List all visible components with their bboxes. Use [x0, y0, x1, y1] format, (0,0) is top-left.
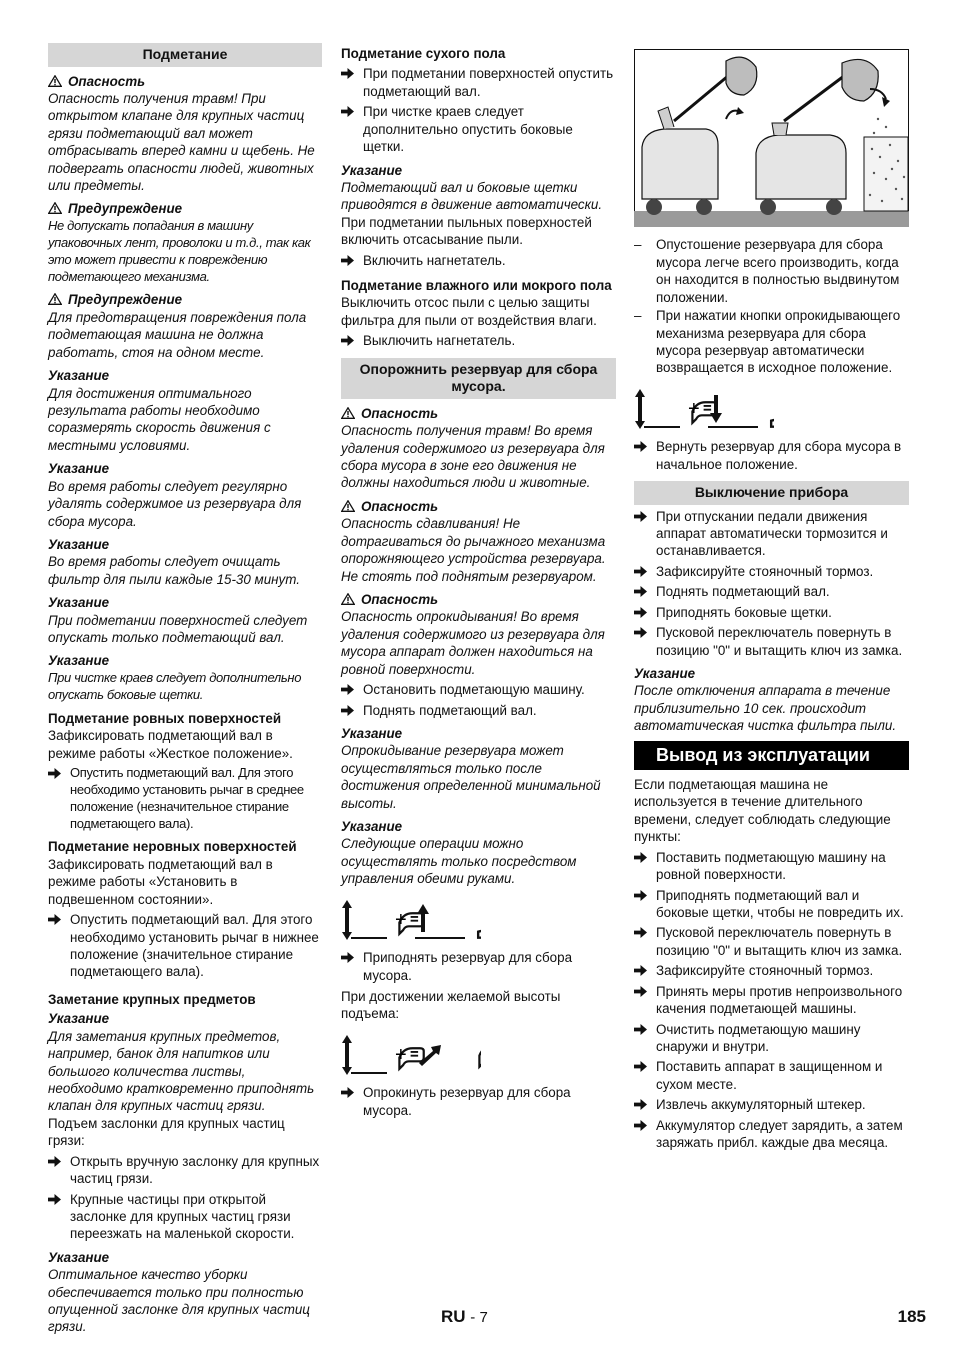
column-right	[634, 43, 909, 1151]
step-item: Опрокинуть резервуар для сбора мусора.	[341, 1084, 616, 1119]
arrow-right-icon	[634, 852, 647, 863]
warning-text: Не допускать попадания в машину упаковочных лент, проволоки и т.д., так как это может привести к повреждению подметающего механизма.	[48, 217, 311, 284]
step-item: Приподнять подметающий вал и боковые щетки, чтобы не повредить их.	[634, 887, 909, 922]
arrow-right-icon	[634, 441, 647, 452]
step-item: Выключить нагнетатель.	[341, 332, 616, 349]
note-label: Указание	[48, 653, 110, 669]
step-item: Остановить подметающую машину.	[341, 681, 616, 698]
dash-item: – Опустошение резервуара для сбора мусора легче всего производить, когда он находится в полностью выдвинутом положении.	[634, 237, 900, 305]
footer-language-page	[441, 1306, 488, 1328]
arrow-right-icon	[634, 1099, 647, 1110]
arrow-right-icon	[341, 684, 354, 695]
section-heading-empty-container: Опорожнить резервуар для сбора мусора.	[341, 358, 616, 399]
step-item: Поставить аппарат в защищенном и сухом месте.	[634, 1058, 909, 1093]
note-text: Опрокидывание резервуара может осуществляться только после достижения определенной минимальной высоты.	[341, 743, 601, 811]
note-text: Для достижения оптимального результата работы необходимо соразмерять скорость движения с местными условиями.	[48, 385, 271, 453]
step-item: Приподнять боковые щетки.	[634, 604, 909, 621]
arrow-right-icon	[341, 1087, 354, 1098]
step-item: При чистке краев следует дополнительно опустить боковые щетки.	[341, 103, 616, 155]
subheading-large-objects: Заметание крупных предметов	[48, 991, 256, 1007]
subheading-dry: Подметание сухого пола	[341, 46, 506, 61]
step-item: Крупные частицы при открытой заслонке для крупных частиц грязи переезжать на маленькой скорости.	[48, 1191, 322, 1243]
arrow-right-icon	[634, 566, 647, 577]
step-list	[634, 849, 909, 1152]
note-label: Указание	[341, 162, 403, 178]
step-item: Извлечь аккумуляторный штекер.	[634, 1096, 909, 1113]
note-label: Указание	[341, 725, 403, 741]
note-text: Подметающий вал и боковые щетки приводятся в движение автоматически.	[341, 179, 603, 213]
step-item: Включить нагнетатель.	[341, 252, 616, 269]
note-text: После отключения аппарата в течение приблизительно 10 сек. происходит автоматическая чистка фильтра пыли.	[634, 683, 897, 734]
step-item: Поднять подметающий вал.	[634, 583, 909, 600]
warning-triangle-icon	[48, 202, 62, 214]
arrow-right-icon	[634, 1024, 647, 1035]
paragraph: Зафиксировать подметающий вал в режиме работы «Установить в подвешенном состоянии».	[48, 856, 273, 907]
subheading-wet: Подметание влажного или мокрого пола	[341, 278, 612, 294]
note-text: При подметании поверхностей следует опускать только подметающий вал.	[48, 612, 308, 646]
warning-triangle-icon	[48, 293, 62, 305]
note-label: Указание	[48, 1011, 110, 1027]
note-text: Во время работы следует регулярно удалять содержимое из резервуара для сбора мусора.	[48, 478, 302, 529]
step-item: Зафиксируйте стояночный тормоз.	[634, 962, 909, 979]
paragraph: При достижении желаемой высоты подъема:	[341, 988, 561, 1022]
step-item: Открыть вручную заслонку для крупных частиц грязи.	[48, 1153, 322, 1188]
note-label: Указание	[48, 1249, 110, 1265]
danger-text: Опасность получения травм! Во время удаления содержимого из резервуара для сбора мусора в зоне его движения не должны находиться люди и животные.	[341, 423, 605, 491]
paragraph: Если подметающая машина не используется в течение длительного времени, следует соблюдать следующие пункты:	[634, 777, 891, 845]
svg-text:+: +	[395, 1043, 407, 1066]
dash-item: – При нажатии кнопки опрокидывающего механизма резервуара для сбора мусора резервуар автоматически возвращается в исходное положение.	[634, 308, 901, 376]
hand-plus-hand-tip-symbol	[341, 1033, 481, 1077]
arrow-right-icon	[48, 914, 61, 925]
note-label: Указание	[48, 536, 110, 552]
step-list	[48, 1153, 322, 1243]
step-list	[48, 911, 322, 981]
section-heading-decommissioning: Вывод из эксплуатации	[634, 741, 909, 770]
step-item: Поставить подметающую машину на ровной поверхности.	[634, 849, 909, 884]
paragraph: Подъем заслонки для крупных частиц грязи:	[48, 1115, 285, 1149]
container-emptying-illustration	[634, 49, 909, 227]
footer-language: RU	[441, 1307, 466, 1326]
danger-text: Опасность опрокидывания! Во время удаления содержимого из резервуара для мусора аппарат должен находиться на ровной поверхности.	[341, 609, 605, 677]
arrow-right-icon	[341, 705, 354, 716]
danger-text: Опасность сдавливания! Не дотрагиваться до рычажного механизма опорожняющего устройства резервуара. Не стоять под поднятым резервуаром.	[341, 516, 606, 584]
step-list	[341, 332, 616, 349]
step-list	[48, 765, 322, 833]
step-item: При подметании поверхностей опустить подметающий вал.	[341, 65, 616, 100]
step-list	[634, 438, 909, 473]
arrow-right-icon	[48, 768, 61, 779]
note-label: Указание	[48, 368, 110, 384]
svg-text:+: +	[395, 908, 407, 931]
subheading-flat: Подметание ровных поверхностей	[48, 710, 282, 726]
paragraph: Зафиксировать подметающий вал в режиме работы «Жесткое положение».	[48, 728, 293, 761]
arrow-right-icon	[634, 607, 647, 618]
paragraph: При подметании пыльных поверхностей включить отсасывание пыли.	[341, 214, 592, 248]
dash-list	[634, 236, 909, 376]
paragraph: Выключить отсос пыли с целью защиты фильтра для пыли от воздействия влаги.	[341, 295, 597, 328]
step-item: Пусковой переключатель повернуть в позицию "0" и вытащить ключ из замка.	[634, 924, 909, 959]
arrow-right-icon	[634, 965, 647, 976]
warning-triangle-icon	[341, 593, 355, 605]
step-list	[341, 252, 616, 269]
arrow-right-icon	[634, 586, 647, 597]
arrow-right-icon	[48, 1194, 61, 1205]
step-list	[341, 1084, 616, 1119]
step-item: Зафиксируйте стояночный тормоз.	[634, 563, 909, 580]
note-label: Указание	[48, 595, 110, 611]
note-text: При чистке краев следует дополнительно опускать боковые щетки.	[48, 669, 302, 702]
note-text: Во время работы следует очищать фильтр для пыли каждые 15-30 минут.	[48, 554, 300, 587]
note-label: Указание	[48, 461, 110, 477]
step-list	[634, 508, 909, 659]
footer-section-page: - 7	[470, 1309, 488, 1326]
arrow-right-icon	[341, 335, 354, 346]
arrow-right-icon	[634, 1061, 647, 1072]
step-item: При отпускании педали движения аппарат автоматически тормозится и останавливается.	[634, 508, 909, 560]
step-item: Пусковой переключатель повернуть в позицию "0" и вытащить ключ из замка.	[634, 624, 909, 659]
arrow-right-icon	[634, 986, 647, 997]
note-text: Оптимальное качество уборки обеспечивается только при полностью опущенной заслонке для крупных частиц грязи.	[48, 1267, 310, 1335]
step-item: Принять меры против непроизвольного качения подметающей машины.	[634, 983, 909, 1018]
arrow-right-icon	[634, 890, 647, 901]
step-item: Опустить подметающий вал. Для этого необходимо установить рычаг в среднее положение (незначительное стирание подметающего вала).	[48, 765, 322, 833]
arrow-right-icon	[634, 511, 647, 522]
note-text: Следующие операции можно осуществлять только посредством управления обеими руками.	[341, 836, 577, 887]
step-list	[341, 681, 616, 719]
arrow-right-icon	[634, 927, 647, 938]
hand-plus-foot-raise-symbol	[341, 898, 481, 942]
column-middle	[341, 43, 616, 1119]
hand-plus-foot-lower-symbol	[634, 387, 774, 431]
step-item: Поднять подметающий вал.	[341, 702, 616, 719]
warning-triangle-icon	[341, 500, 355, 512]
step-item: Вернуть резервуар для сбора мусора в начальное положение.	[634, 438, 909, 473]
arrow-right-icon	[341, 255, 354, 266]
warning-text: Для предотвращения повреждения пола подметающая машина не должна работать, стоя на одном месте.	[48, 309, 307, 360]
danger-label: Опасность	[341, 405, 616, 422]
svg-text:+: +	[688, 397, 700, 420]
warning-label: Предупреждение	[48, 200, 322, 217]
arrow-right-icon	[341, 68, 354, 79]
step-item: Опустить подметающий вал. Для этого необходимо установить рычаг в нижнее положение (значительное стирание подметающего вала).	[48, 911, 322, 981]
note-label: Указание	[634, 665, 696, 681]
danger-text: Опасность получения травм! При открытом клапане для крупных частиц грязи подметающий вал может отбрасывать вперед камни и щебень. Не подвергать опасности людей, животных или предметы.	[48, 90, 315, 194]
note-label: Указание	[341, 819, 403, 835]
step-item: Аккумулятор следует зарядить, а затем заряжать прибл. каждые два месяца.	[634, 1117, 909, 1152]
danger-label: Опасность	[341, 498, 616, 515]
subheading-uneven: Подметание неровных поверхностей	[48, 839, 297, 855]
arrow-right-icon	[48, 1156, 61, 1167]
section-heading-sweeping: Подметание	[48, 43, 322, 67]
danger-label: Опасность	[48, 73, 322, 90]
step-item: Очистить подметающую машину снаружи и внутри.	[634, 1021, 909, 1056]
warning-triangle-icon	[341, 407, 355, 419]
step-list	[341, 949, 616, 984]
arrow-right-icon	[634, 627, 647, 638]
arrow-right-icon	[341, 952, 354, 963]
column-left	[48, 43, 322, 1336]
note-text: Для заметания крупных предметов, например, банок для напитков или большого количества листвы, необходимо кратковременно приподнять клапан для крупных частиц грязи.	[48, 1028, 315, 1114]
warning-label: Предупреждение	[48, 291, 322, 308]
section-heading-switch-off: Выключение прибора	[634, 481, 909, 505]
arrow-right-icon	[341, 106, 354, 117]
footer-page-number: 185	[897, 1307, 926, 1326]
step-item: Приподнять резервуар для сбора мусора.	[341, 949, 616, 984]
warning-triangle-icon	[48, 75, 62, 87]
arrow-right-icon	[634, 1120, 647, 1131]
danger-label: Опасность	[341, 591, 616, 608]
step-list	[341, 65, 616, 155]
